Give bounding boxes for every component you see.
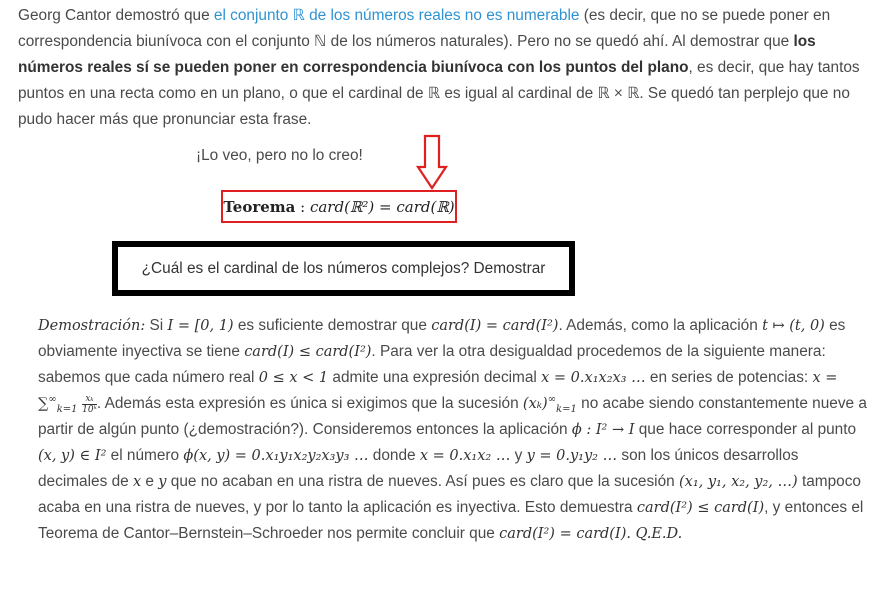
math-sup: ∞: [48, 394, 57, 406]
math-point: (x, y) ∈ I²: [38, 448, 107, 464]
theorem-label: Teorema: [223, 197, 296, 216]
proof-text: que no acaban en una ristra de nueves. Así pues es claro que la sucesión: [166, 473, 679, 490]
intro-text-3: , es decir, que hay tantos puntos en una recta como en un plano, o que el cardinal de ℝ es igual al cardinal de ℝ × ℝ. Se quedó tan perplejo que no pudo hacer más que pronunciar esta frase.: [18, 59, 860, 128]
cantor-quote: ¡Lo veo, pero no lo creo!: [196, 147, 363, 164]
math-x: x: [132, 474, 142, 490]
proof-text: . Para ver la otra desigualdad procedemos de la siguiente manera: sabemos que cada número real: [38, 343, 826, 386]
math-sub: k=1: [556, 403, 577, 415]
math-map: t ↦ (t, 0): [762, 318, 825, 334]
math-phi: ϕ : I² → I: [571, 422, 635, 438]
math-x-dec: x = 0.x₁x₂ …: [419, 448, 511, 464]
math-conclusion: card(I²) = card(I). Q.E.D.: [499, 526, 683, 542]
math-card-le: card(I) ≤ card(I²): [244, 344, 372, 360]
question-text: ¿Cuál es el cardinal de los números complejos? Demostrar: [141, 259, 546, 277]
math-sum: x = ∑: [38, 370, 838, 412]
math-card-eq: card(I) = card(I²): [431, 318, 559, 334]
intro-bold-claim: los números reales sí se pueden poner en correspondencia biunívoca con los puntos del plano: [18, 33, 816, 76]
math-sub: k=1: [56, 403, 78, 415]
theorem-box: [221, 190, 457, 223]
frac-numerator: xₖ: [82, 394, 97, 405]
proof-text: no acabe siendo constantemente nueve a partir de algún punto (¿demostración?). Consideremos entonces la aplicación: [38, 395, 867, 438]
math-seq-interleaved: (x₁, y₁, x₂, y₂, …): [679, 474, 798, 490]
proof-text: donde: [368, 447, 420, 464]
proof-text: es suficiente demostrar que: [233, 317, 432, 334]
proof-text: tampoco acaba en una ristra de nueves, y por lo tanto la aplicación es inyectiva. Esto demuestra: [38, 473, 861, 516]
proof-text: el número: [106, 447, 184, 464]
math-range: 0 ≤ x < 1: [258, 370, 329, 386]
proof-text: . Además esta expresión es única si exigimos que la sucesión: [96, 395, 523, 412]
proof-text: . Además, como la aplicación: [558, 317, 763, 334]
proof-text: que hace corresponder al punto: [634, 421, 857, 438]
proof-text: son los únicos desarrollos decimales de: [38, 447, 799, 490]
proof-text: , y entonces el Teorema de Cantor–Bernstein–Schroeder nos permite concluir que: [38, 499, 864, 542]
math-card-le-2: card(I²) ≤ card(I): [636, 500, 765, 516]
intro-text-1: Georg Cantor demostró que: [18, 7, 214, 24]
proof-label: Demostración:: [38, 318, 146, 334]
math-sup: ∞: [547, 394, 557, 406]
uncountable-reals-link[interactable]: el conjunto ℝ de los números reales no es numerable: [213, 7, 580, 24]
theorem-separator: :: [295, 197, 310, 216]
math-phi-def: ϕ(x, y) = 0.x₁y₁x₂y₂x₃y₃ …: [183, 448, 369, 464]
math-decimal: x = 0.x₁x₂x₃ …: [541, 370, 646, 386]
math-seq-base: (xₖ): [522, 396, 548, 412]
down-arrow-icon: [416, 134, 448, 190]
proof-text: admite una expresión decimal: [328, 369, 542, 386]
math-sequence: [522, 394, 577, 415]
theorem-formula: card(ℝ²) = card(ℝ): [309, 197, 455, 216]
frac-denominator: 10ᵏ: [82, 404, 97, 415]
proof-text: y: [510, 447, 527, 464]
math-fraction: [82, 394, 97, 415]
math-y-dec: y = 0.y₁y₂ …: [526, 448, 618, 464]
proof-text: Si: [145, 317, 168, 334]
intro-paragraph: [18, 3, 878, 133]
proof-text: es obviamente inyectiva se tiene: [38, 317, 846, 360]
question-box: [112, 241, 575, 296]
proof-paragraph: [38, 313, 868, 547]
intro-text-2: (es decir, que no se puede poner en correspondencia biunívoca con el conjunto ℕ de los números naturales). Pero no se quedó ahí. Al demostrar que: [18, 7, 831, 50]
math-y: y: [158, 474, 167, 490]
math-interval: I = [0, 1): [167, 318, 234, 334]
proof-text: e: [141, 473, 159, 490]
proof-text: en series de potencias:: [645, 369, 813, 386]
